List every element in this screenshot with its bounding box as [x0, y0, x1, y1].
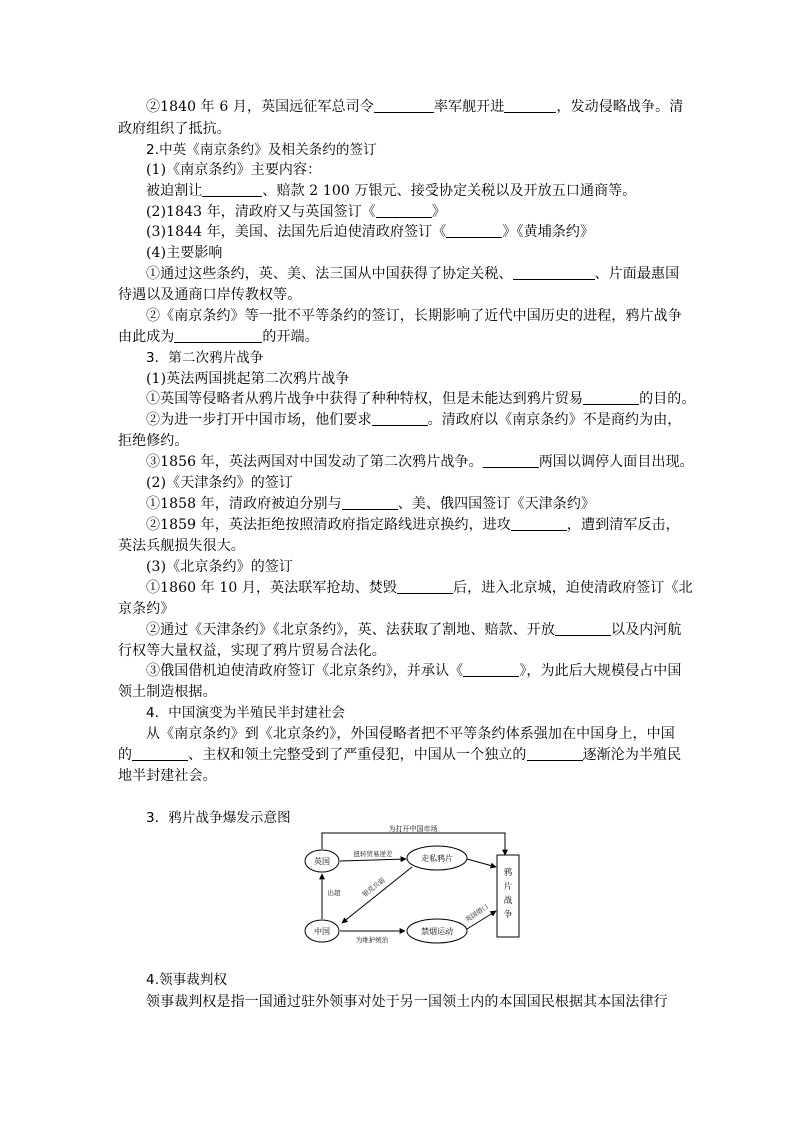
china-label: 中国: [314, 927, 330, 936]
fill-blank: [513, 265, 595, 280]
fill-blank: [372, 411, 428, 426]
text-line: 拒绝修约。: [118, 433, 189, 449]
fill-blank: [342, 495, 398, 510]
section-heading: 4.领事裁判权: [146, 972, 228, 988]
section-heading: 4．中国演变为半殖民半封建社会: [146, 705, 346, 721]
text-line: (1)英法两国挑起第二次鸦片战争: [146, 371, 350, 387]
text-line: ②为进一步打开中国市场，他们要求 。清政府以《南京条约》不是商约为由，: [146, 412, 682, 428]
text-line: (3)1844 年，美国、法国先后迫使清政府签订《 》《黄埔条约》: [146, 224, 595, 240]
text-line: ②通过《天津条约》《北京条约》，英、法获取了割地、赔款、开放 以及内河航: [146, 622, 682, 638]
opium-war-diagram: [300, 825, 522, 947]
fill-blank: [374, 98, 434, 113]
text-line: (3)《北京条约》的签订: [146, 559, 294, 575]
fill-blank: [397, 579, 453, 594]
fill-blank: [376, 203, 432, 218]
text-line: (2)《天津条约》的签订: [146, 475, 294, 491]
launch-label: 出超: [327, 889, 341, 897]
section-heading: 3．鸦片战争爆发示意图: [146, 810, 291, 826]
text-line: 地半封建社会。: [118, 768, 217, 784]
text-line: ①1860 年 10 月，英法联军抢劫、焚毁 后，进入北京城，迫使清政府签订《北: [146, 580, 693, 596]
top-label: 为打开中国市场: [388, 825, 438, 833]
text-line: (2)1843 年，清政府又与英国签订《 》: [146, 204, 447, 220]
smuggle-label: 走私鸦片: [421, 854, 453, 863]
fill-blank: [483, 453, 539, 468]
fill-blank: [463, 662, 519, 677]
text-line: 领土制造根据。: [118, 684, 217, 700]
text-line: ①通过这些条约，英、美、法三国从中国获得了协定关税、 、片面最惠国: [146, 266, 680, 282]
text-line: 待遇以及通商口岸传教权等。: [118, 287, 302, 303]
excuse-label: 英国借口: [463, 902, 490, 924]
smuggle-war-arrow: [467, 859, 496, 867]
text-line: 京条约》: [118, 601, 175, 617]
text-line: ③俄国借机迫使清政府签订《北京条约》，并承认《 》，为此后大规模侵占中国: [146, 663, 682, 679]
text-line: ①英国等侵略者从鸦片战争中获得了种种特权，但是未能达到鸦片贸易 的目的。: [146, 391, 696, 407]
protect-label: 为维护统治: [355, 936, 389, 944]
fill-blank: [583, 390, 639, 405]
text-line: 由此成为 的开端。: [118, 329, 319, 345]
fill-blank: [527, 746, 583, 761]
ban-label: 禁烟运动: [421, 927, 453, 936]
weaken-arrow: [342, 867, 412, 923]
fill-blank: [202, 182, 262, 197]
text-line: (4)主要影响: [146, 245, 223, 261]
text-line: ①1858 年，清政府被迫分别与 、美、俄四国签订《天津条约》: [146, 496, 596, 512]
text-line: (1)《南京条约》主要内容：: [146, 162, 322, 178]
text-line: 政府组织了抵抗。: [118, 121, 231, 137]
text-line: 从《南京条约》到《北京条约》，外国侵略者把不平等条约体系强加在中国身上，中国: [146, 726, 675, 742]
text-line: 被迫割让 、赔款 2 100 万银元、接受协定关税以及开放五口通商等。: [146, 183, 637, 199]
section-heading: 3．第二次鸦片战争: [146, 350, 264, 366]
war-label: 鸦片战争: [503, 868, 513, 920]
britain-label: 英国: [314, 857, 330, 866]
fill-blank: [504, 98, 556, 113]
fill-blank: [132, 746, 188, 761]
reverse-trade-label: 扭转贸易逆差: [353, 850, 393, 858]
fill-blank: [555, 621, 611, 636]
fill-blank: [446, 223, 502, 238]
text-line: 英法兵舰损失很大。: [118, 538, 245, 554]
weaken-label: 银荒兵弱: [361, 876, 387, 899]
trade-arrow: [340, 859, 406, 861]
fill-blank: [174, 328, 262, 343]
text-line: ②1859 年，英法拒绝按照清政府指定路线进京换约，进攻 ，遭到清军反击，: [146, 517, 680, 533]
text-line: ③1856 年，英法两国对中国发动了第二次鸦片战争。 两国以调停人面目出现。: [146, 454, 694, 470]
section-heading: 2.中英《南京条约》及相关条约的签订: [146, 142, 377, 158]
text-line: ②《南京条约》等一批不平等条约的签订，长期影响了近代中国历史的进程，鸦片战争: [146, 308, 682, 324]
text-line: 的 、主权和领土完整受到了严重侵犯，中国从一个独立的 逐渐沦为半殖民: [118, 747, 682, 763]
text-line: 行权等大量权益，实现了鸦片贸易合法化。: [118, 643, 386, 659]
text-line: 领事裁判权是指一国通过驻外领事对处于另一国领土内的本国国民根据其本国法律行: [146, 994, 668, 1010]
text-line: ②1840 年 6 月，英国远征军总司令 率军舰开进 ，发动侵略战争。清: [146, 99, 684, 115]
fill-blank: [511, 516, 567, 531]
